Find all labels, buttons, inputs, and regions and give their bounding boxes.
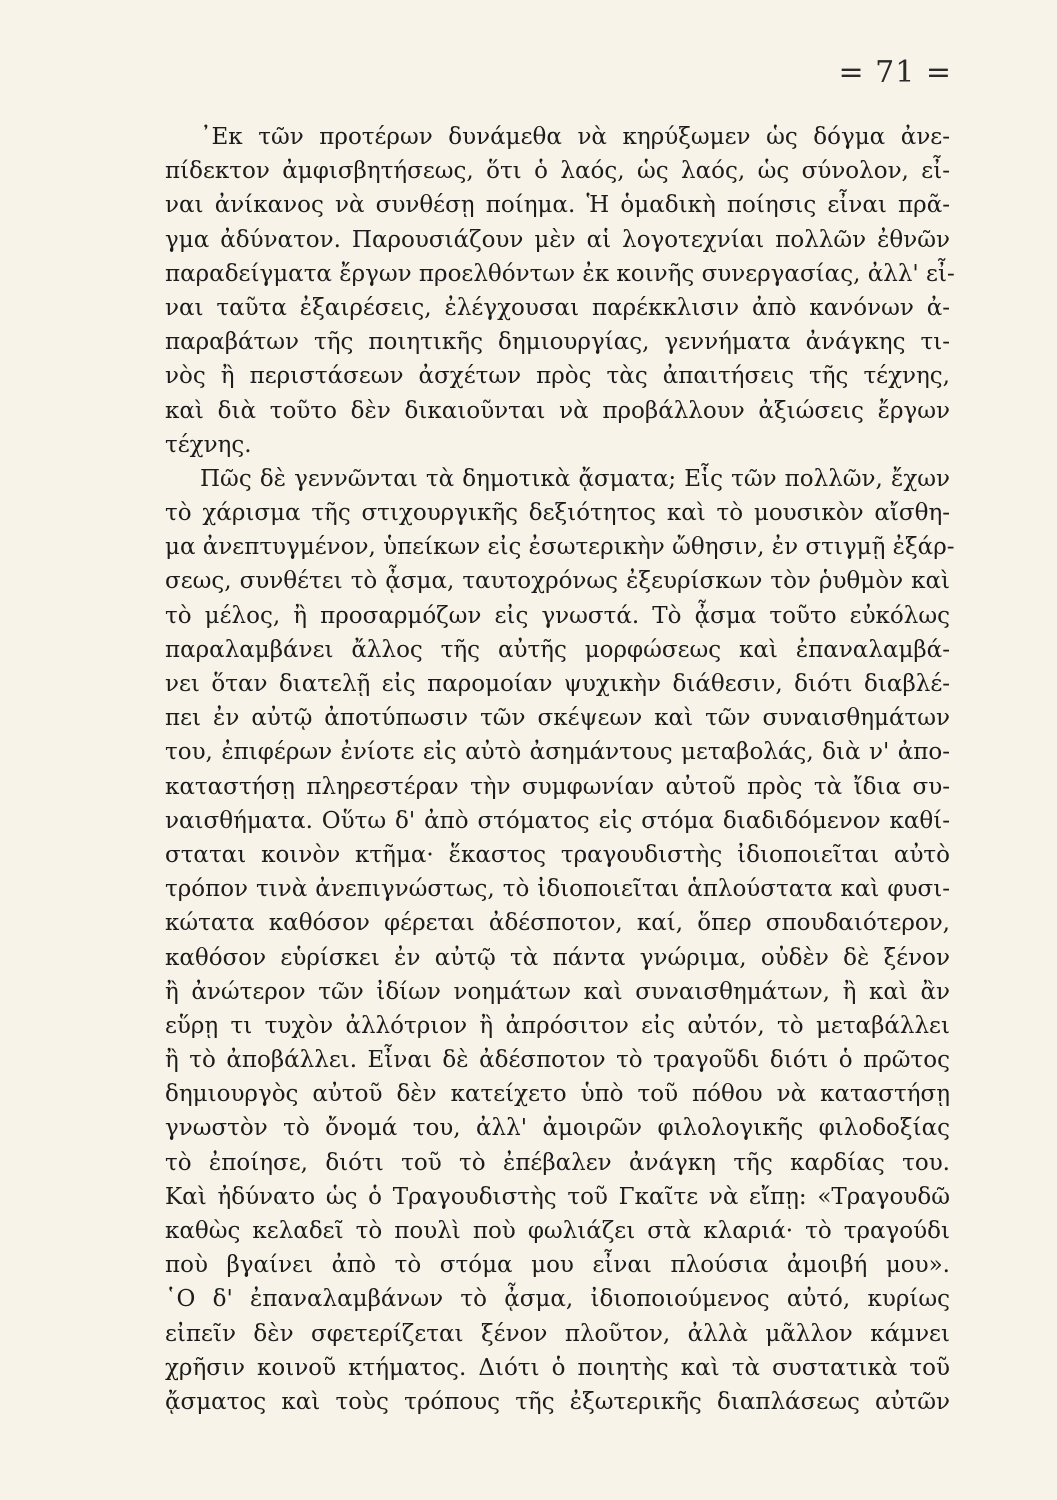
text-line: μα ἀνεπτυγμένον, ὑπείκων εἰς ἐσωτερικὴν ὤθησιν, ἐν στιγμῇ ἐξάρ- <box>165 534 955 561</box>
text-line: καταστήσῃ πληρεστέραν τὴν συμφωνίαν αὐτοῦ πρὸς τὰ ἴδια συ- <box>165 773 950 800</box>
text-line: παραδείγματα ἔργων προελθόντων ἐκ κοινῆς συνεργασίας, ἀλλ' εἶ- <box>165 260 955 287</box>
text-line: καθὼς κελαδεῖ τὸ πουλὶ ποὺ φωλιάζει στὰ κλαριά· τὸ τραγούδι <box>165 1218 950 1244</box>
text-line: παραλαμβάνει ἄλλος τῆς αὐτῆς μορφώσεως καὶ ἐπαναλαμβά- <box>165 636 950 663</box>
text-line: νὸς ἢ περιστάσεων ἀσχέτων πρὸς τὰς ἀπαιτήσεις τῆς τέχνης, <box>165 363 950 390</box>
text-line: σταται κοινὸν κτῆμα· ἕκαστος τραγουδιστὴς ἰδιοποιεῖται αὐτὸ <box>165 841 950 868</box>
text-line: χρῆσιν κοινοῦ κτήματος. Διότι ὁ ποιητὴς καὶ τὰ συστατικὰ τοῦ <box>165 1354 950 1381</box>
text-line: τὸ ἐποίησε, διότι τοῦ τὸ ἐπέβαλεν ἀνάγκη τῆς καρδίας του. <box>165 1149 950 1176</box>
text-line: κώτατα καθόσον φέρεται ἀδέσποτον, καί, ὅπερ σπουδαιότερον, <box>165 910 950 937</box>
text-line: Πῶς δὲ γεννῶνται τὰ δημοτικὰ ᾄσματα; Εἷς τῶν πολλῶν, ἔχων <box>200 465 950 492</box>
text-line: παραβάτων τῆς ποιητικῆς δημιουργίας, γεννήματα ἀνάγκης τι- <box>165 329 950 356</box>
text-line: ἢ ἀνώτερον τῶν ἰδίων νοημάτων καὶ συναισθημάτων, ἢ καὶ ἂν <box>165 978 950 1005</box>
text-line: δημιουργὸς αὐτοῦ δὲν κατείχετο ὑπὸ τοῦ πόθου νὰ καταστήσῃ <box>165 1081 950 1108</box>
text-line: καθόσον εὑρίσκει ἐν αὐτῷ τὰ πάντα γνώριμα, οὐδὲν δὲ ξένον <box>165 944 950 971</box>
text-line: τέχνης. <box>165 431 252 458</box>
text-line: πει ἐν αὐτῷ ἀποτύπωσιν τῶν σκέψεων καὶ τῶν συναισθημάτων <box>165 705 950 732</box>
text-line: του, ἐπιφέρων ἐνίοτε εἰς αὐτὸ ἀσημάντους μεταβολάς, διὰ ν' ἀπο- <box>165 739 950 766</box>
text-line: ἢ τὸ ἀποβάλλει. Εἶναι δὲ ἀδέσποτον τὸ τραγοῦδι διότι ὁ πρῶτος <box>165 1047 950 1074</box>
text-line: γνωστὸν τὸ ὄνομά του, ἀλλ' ἀμοιρῶν φιλολογικῆς φιλοδοξίας <box>165 1115 950 1142</box>
text-line: εἰπεῖν δὲν σφετερίζεται ξένον πλοῦτον, ἀλλὰ μᾶλλον κάμνει <box>165 1320 950 1347</box>
text-line: νει ὅταν διατελῇ εἰς παρομοίαν ψυχικὴν διάθεσιν, διότι διαβλέ- <box>165 671 950 697</box>
text-line: τὸ χάρισμα τῆς στιχουργικῆς δεξιότητος καὶ τὸ μουσικὸν αἴσθη- <box>165 500 950 527</box>
text-line: ποὺ βγαίνει ἀπὸ τὸ στόμα μου εἶναι πλούσια ἀμοιβή μου». <box>165 1252 950 1279</box>
text-line: εὕρῃ τι τυχὸν ἀλλότριον ἢ ἀπρόσιτον εἰς αὐτόν, τὸ μεταβάλλει <box>165 1012 950 1039</box>
body-text <box>165 120 955 1419</box>
page-number: = 71 = <box>838 55 952 90</box>
text-line: τρόπον τινὰ ἀνεπιγνώστως, τὸ ἰδιοποιεῖται ἁπλούστατα καὶ φυσι- <box>165 876 950 903</box>
text-line: ῾Ο δ' ἐπαναλαμβάνων τὸ ᾆσμα, ἰδιοποιούμενος αὐτό, κυρίως <box>165 1286 950 1313</box>
text-line: ναι ταῦτα ἐξαιρέσεις, ἐλέγχουσαι παρέκκλισιν ἀπὸ κανόνων ἀ- <box>165 294 950 321</box>
text-line: σεως, συνθέτει τὸ ᾆσμα, ταυτοχρόνως ἐξευρίσκων τὸν ῥυθμὸν καὶ <box>165 568 950 595</box>
text-line: ναισθήματα. Οὕτω δ' ἀπὸ στόματος εἰς στόμα διαδιδόμενον καθί- <box>165 807 950 834</box>
text-line: Καὶ ἠδύνατο ὡς ὁ Τραγουδιστὴς τοῦ Γκαῖτε νὰ εἴπῃ: «Τραγουδῶ <box>165 1183 950 1210</box>
text-line: τὸ μέλος, ἢ προσαρμόζων εἰς γνωστά. Τὸ ᾆσμα τοῦτο εὐκόλως <box>165 602 950 629</box>
text-line: ᾿Εκ τῶν προτέρων δυνάμεθα νὰ κηρύξωμεν ὡς δόγμα ἀνε- <box>200 124 950 150</box>
text-line: πίδεκτον ἀμφισβητήσεως, ὅτι ὁ λαός, ὡς λαός, ὡς σύνολον, εἶ- <box>165 158 950 185</box>
text-line: ναι ἀνίκανος νὰ συνθέσῃ ποίημα. Ἡ ὁμαδικὴ ποίησις εἶναι πρᾶ- <box>165 192 950 219</box>
text-line: καὶ διὰ τοῦτο δὲν δικαιοῦνται νὰ προβάλλουν ἀξιώσεις ἔργων <box>165 397 950 424</box>
text-line: γμα ἀδύνατον. Παρουσιάζουν μὲν αἱ λογοτεχνίαι πολλῶν ἐθνῶν <box>165 226 950 253</box>
text-line: ᾄσματος καὶ τοὺς τρόπους τῆς ἐξωτερικῆς διαπλάσεως αὐτῶν <box>165 1388 950 1415</box>
